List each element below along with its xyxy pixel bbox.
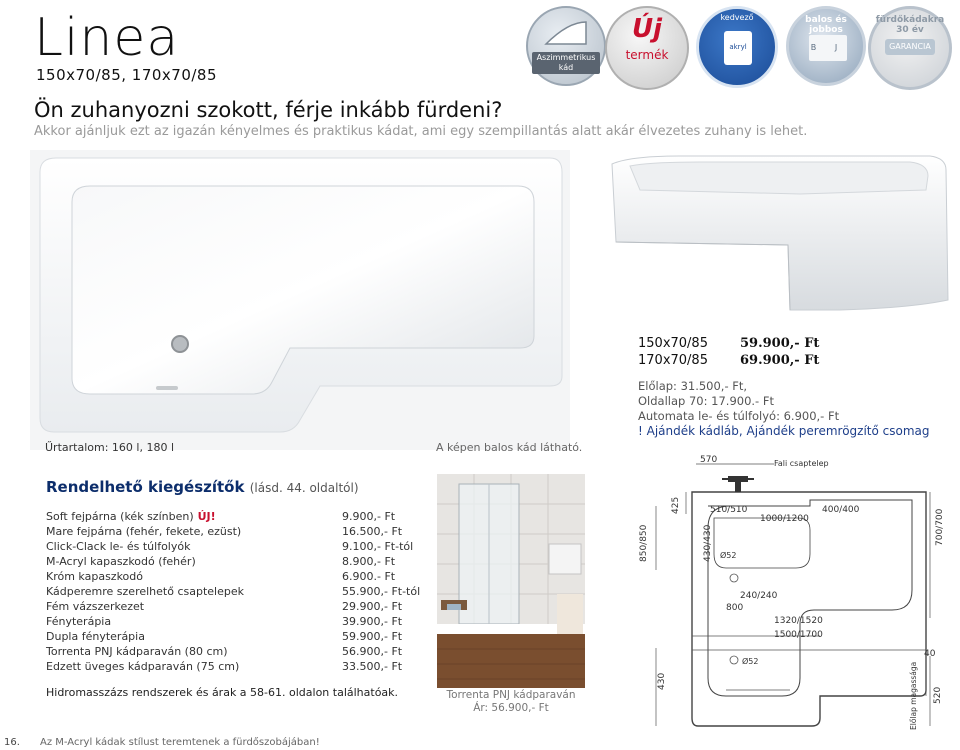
accessory-row [46, 645, 406, 660]
accessory-price: 55.900,- Ft-tól [342, 585, 421, 598]
accessory-row [46, 510, 406, 525]
dim-400: 400/400 [822, 505, 860, 515]
extra-gift: ! Ajándék kádláb, Ajándék peremrögzítő csomag [638, 424, 930, 438]
accessory-name: Fényterápia [46, 615, 112, 628]
accessory-price: 29.900,- Ft [342, 600, 403, 613]
accessories-note: (lásd. 44. oldaltól) [249, 481, 359, 495]
hydromassage-note: Hidromasszázs rendszerek és árak a 58-61. oldalon találhatóak. [46, 686, 399, 699]
asymmetric-badge-label: Aszimmetrikus kád [532, 52, 600, 74]
extra-overflow: Automata le- és túlfolyó: 6.900,- Ft [638, 409, 840, 423]
accessory-price: 8.900,- Ft [342, 555, 396, 568]
accessory-price: 6.900.- Ft [342, 570, 396, 583]
dim-425: 425 [671, 496, 681, 514]
subheadline: Akkor ajánljuk ezt az igazán kényelmes és praktikus kádat, ami egy szempillantás alatt akár élvezetes zuhany is lehet. [34, 124, 808, 139]
dim-570: 570 [700, 455, 718, 465]
accessory-name: Fém vázszerkezet [46, 600, 145, 613]
new-product-badge [605, 6, 689, 90]
shower-screen-photo [437, 474, 585, 688]
dim-d52b: Ø52 [742, 657, 759, 666]
headline: Ön zuhanyozni szokott, férje inkább fürdeni? [34, 98, 503, 122]
accessories-title-text: Rendelhető kiegészítők [46, 478, 245, 496]
acrylic-badge [696, 6, 778, 88]
asymmetric-badge [526, 6, 606, 86]
acrylic-badge-inner-text: akryl [729, 43, 747, 51]
left-version-caption: A képen balos kád látható. [436, 441, 583, 454]
dim-510: 510/510 [710, 505, 748, 515]
product-sizes: 150x70/85, 170x70/85 [36, 66, 218, 84]
photo-caption-name: Torrenta PNJ kádparaván [446, 689, 576, 701]
dim-800: 800 [726, 603, 744, 613]
accessory-price: 39.900,- Ft [342, 615, 403, 628]
dim-430a: 430/430 [703, 524, 713, 562]
accessory-row [46, 615, 406, 630]
new-badge-small: termék [625, 48, 669, 62]
accessory-name: M-Acryl kapaszkodó (fehér) [46, 555, 196, 568]
dim-700: 700/700 [935, 508, 945, 546]
price-size: 150x70/85 [638, 336, 708, 351]
accessory-row [46, 570, 406, 585]
price-row [638, 336, 820, 351]
left-right-badge-inner [809, 35, 847, 61]
accessory-row [46, 540, 414, 555]
new-badge-big: Új [631, 14, 663, 44]
accessory-price: 59.900,- Ft [342, 630, 403, 643]
dim-1000: 1000/1200 [760, 514, 809, 524]
bathtub-side-view-image [610, 150, 950, 325]
dim-430b: 430 [657, 672, 667, 690]
left-right-badge-inner-text: B J [810, 43, 846, 52]
acrylic-badge-arc: kedvező [720, 13, 754, 22]
price-row [638, 353, 820, 368]
accessory-price: 33.500,- Ft [342, 660, 403, 673]
accessory-price: 16.500,- Ft [342, 525, 403, 538]
accessory-row [46, 585, 421, 600]
acrylic-badge-inner [724, 31, 752, 65]
accessory-row [46, 600, 406, 615]
drain-icon [730, 574, 738, 582]
extra-front-panel: Előlap: 31.500,- Ft, [638, 379, 748, 393]
page-title: Linea [34, 8, 180, 68]
dim-1500: 1500/1700 [774, 630, 823, 640]
accessory-name: Edzett üveges kádparaván (75 cm) [46, 660, 240, 673]
accessories-title [46, 478, 359, 496]
wall-tap-icon [722, 476, 754, 492]
accessory-row [46, 525, 406, 540]
photo-caption [437, 689, 585, 715]
dim-d52a: Ø52 [720, 551, 737, 560]
warranty-badge-seal: GARANCIA [885, 39, 935, 55]
dim-1320: 1320/1520 [774, 616, 823, 626]
accessory-price: 56.900,- Ft [342, 645, 403, 658]
capacity-caption: Űrtartalom: 160 l, 180 l [45, 441, 174, 454]
left-right-badge-arc: balos és jobbos [805, 15, 847, 35]
accessory-name: Soft fejpárna (kék színben) [46, 510, 194, 523]
technical-drawing [630, 450, 948, 738]
drain-icon [730, 656, 738, 664]
price-size: 170x70/85 [638, 353, 708, 368]
accessory-row [46, 660, 406, 675]
page-number: 16. [4, 737, 20, 748]
accessory-price: 9.100,- Ft-tól [342, 540, 414, 553]
accessory-name: Click-Clack le- és túlfolyók [46, 540, 191, 553]
accessory-name: Torrenta PNJ kádparaván (80 cm) [46, 645, 228, 658]
photo-caption-price: Ár: 56.900,- Ft [473, 702, 549, 714]
footer-text: Az M-Acryl kádak stílust teremtenek a fürdőszobájában! [40, 737, 320, 748]
dim-240: 240/240 [740, 591, 778, 601]
asymmetric-tub-icon [528, 10, 604, 54]
extra-side-panel: Oldallap 70: 17.900.- Ft [638, 394, 774, 408]
accessory-name: Dupla fényterápia [46, 630, 145, 643]
price-value: 69.900,- Ft [740, 353, 820, 368]
price-value: 59.900,- Ft [740, 336, 820, 351]
dim-40: 40 [924, 649, 936, 659]
warranty-badge-arc: fürdőkádakra 30 év [875, 15, 945, 35]
wall-tap-label: Fali csaptelep [774, 459, 829, 468]
accessory-name: Króm kapaszkodó [46, 570, 144, 583]
left-right-badge [786, 6, 866, 86]
accessory-row [46, 630, 406, 645]
bathtub-top-view-image [30, 150, 570, 450]
accessory-name: Kádperemre szerelhető csaptelepek [46, 585, 244, 598]
front-height-label: Előlap magassága [909, 661, 918, 730]
warranty-badge [868, 6, 952, 90]
new-badge: ÚJ! [197, 510, 216, 523]
dim-850: 850/850 [639, 524, 649, 562]
accessory-name: Mare fejpárna (fehér, fekete, ezüst) [46, 525, 242, 538]
accessory-price: 9.900,- Ft [342, 510, 396, 523]
accessory-row [46, 555, 406, 570]
dim-520: 520 [933, 686, 943, 704]
